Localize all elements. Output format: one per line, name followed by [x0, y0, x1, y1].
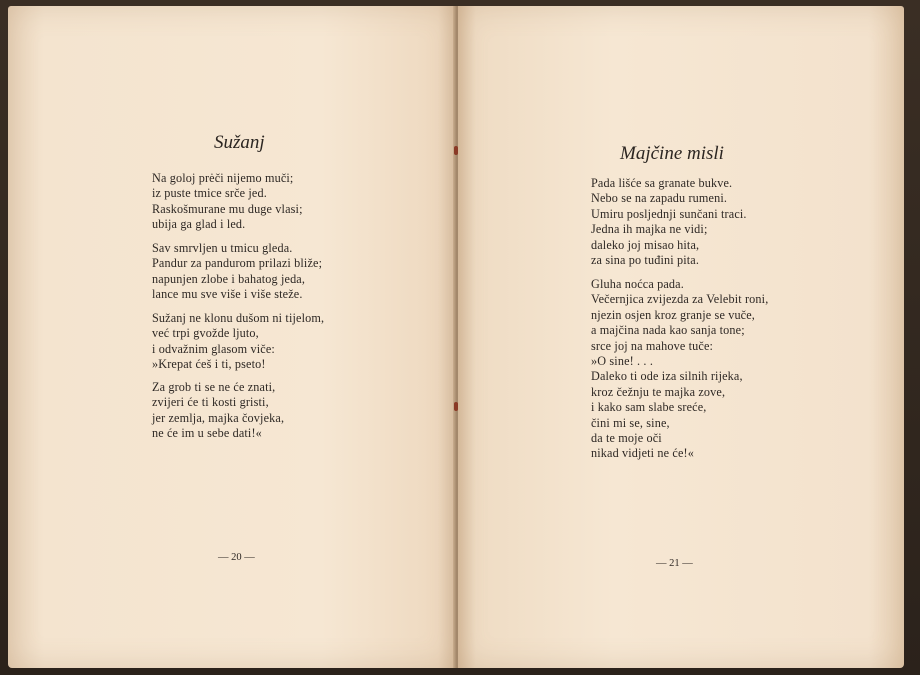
- poem-line: njezin osjen kroz granje se vuče,: [591, 307, 756, 322]
- poem-line: i kako sam slabe sreće,: [591, 400, 707, 415]
- poem-title-suzanj: Sužanj: [214, 132, 265, 153]
- right-stanza-2: [591, 277, 768, 462]
- page-number-left: — 20 —: [218, 552, 255, 563]
- left-stanza-1: [152, 171, 303, 233]
- poem-line: a majčina nada kao sanja tone;: [591, 323, 745, 338]
- poem-line: nikad vidjeti ne će!«: [591, 446, 694, 461]
- poem-line: i odvažnim glasom viče:: [152, 341, 275, 356]
- poem-line: »O sine! . . .: [591, 354, 654, 369]
- poem-title-majcine-misli: Majčine misli: [620, 143, 724, 164]
- poem-line: kroz čežnju te majka zove,: [591, 384, 726, 399]
- poem-line: »Krepat ćeš i ti, pseto!: [152, 357, 266, 372]
- page-number-right: — 21 —: [656, 558, 693, 569]
- poem-line: lance mu sve više i više steže.: [152, 287, 303, 302]
- poem-line: Jedna ih majka ne vidi;: [591, 222, 708, 237]
- poem-line: iz puste tmice srče jed.: [152, 186, 267, 201]
- poem-line: ubija ga glad i led.: [152, 217, 246, 232]
- poem-line: za sina po tuđini pita.: [591, 253, 700, 268]
- poem-line: napunjen zlobe i bahatog jeda,: [152, 271, 306, 286]
- poem-line: već trpi gvožde ljuto,: [152, 326, 259, 341]
- left-stanza-3: [152, 311, 324, 373]
- poem-line: zvijeri će ti kosti gristi,: [152, 395, 269, 410]
- poem-line: Za grob ti se ne će znati,: [152, 380, 276, 394]
- poem-line: Pandur za pandurom prilazi bliže;: [152, 256, 323, 271]
- left-stanza-4: [152, 380, 284, 442]
- poem-line: Na goloj prėči nijemo muči;: [152, 171, 294, 185]
- poem-line: Večernjica zvijezda za Velebit roni,: [591, 292, 769, 307]
- poem-line: Sužanj ne klonu dušom ni tijelom,: [152, 311, 325, 325]
- right-stanza-1: [591, 176, 747, 268]
- poem-line: Pada lišće sa granate bukve.: [591, 176, 733, 190]
- poem-line: jer zemlja, majka čovjeka,: [152, 410, 285, 425]
- left-page: [8, 6, 456, 668]
- right-page: [458, 6, 904, 668]
- poem-line: Raskošmurane mu duge vlasi;: [152, 201, 303, 216]
- left-stanza-2: [152, 241, 322, 303]
- poem-line: srce joj na mahove tuče:: [591, 338, 714, 353]
- poem-line: Daleko ti ode iza silnih rijeka,: [591, 369, 743, 384]
- poem-line: daleko joj misao hita,: [591, 237, 700, 252]
- poem-line: ne će im u sebe dati!«: [152, 426, 262, 441]
- poem-line: Gluha noćca pada.: [591, 277, 684, 291]
- poem-line: Sav smrvljen u tmicu gleda.: [152, 241, 293, 255]
- poem-line: Umiru posljednji sunčani traci.: [591, 206, 747, 221]
- poem-line: Nebo se na zapadu rumeni.: [591, 191, 728, 206]
- poem-line: čini mi se, sine,: [591, 415, 670, 430]
- poem-line: da te moje oči: [591, 431, 662, 446]
